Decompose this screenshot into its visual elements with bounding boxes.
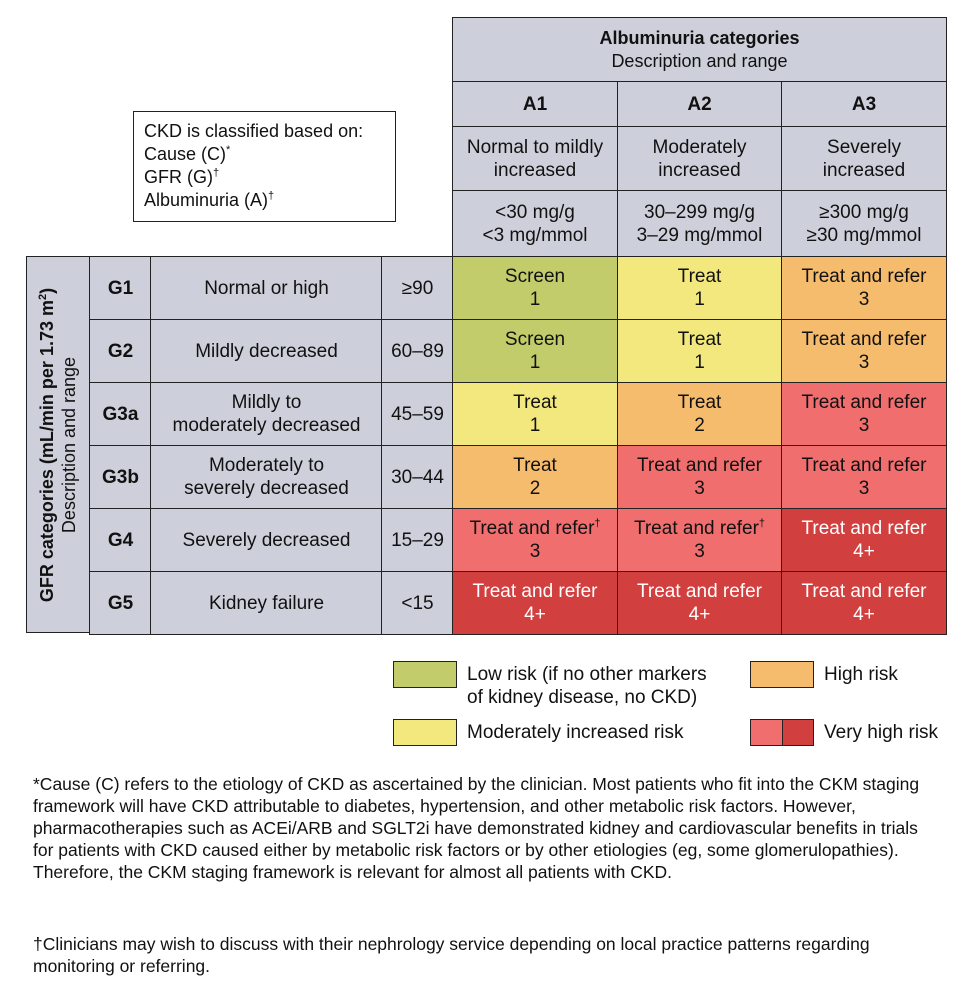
gfr-title: GFR categories (mL/min per 1.73 $m^2$): [37, 287, 57, 602]
risk-cell-action-text: Screen: [504, 266, 566, 287]
gfr-row-description-line1: Mildly to: [231, 392, 302, 413]
gfr-row-description: [150, 256, 383, 320]
risk-cell-action-text: Treat and refer: [801, 392, 927, 413]
risk-cell-action-text: Treat and refer: [472, 581, 598, 602]
risk-cell-level: 1: [529, 352, 541, 373]
ckd-classification-box: [133, 111, 396, 222]
risk-cell: [452, 445, 618, 509]
risk-cell: [617, 319, 782, 383]
gfr-row-description-line1: Severely decreased: [182, 529, 351, 551]
risk-cell: [781, 508, 947, 572]
legend-moderate-label: Moderately increased risk: [467, 722, 684, 743]
risk-cell-action: [678, 328, 722, 351]
gfr-row-description: [150, 508, 383, 572]
risk-cell-level: 4+: [524, 604, 546, 625]
risk-cell: [452, 319, 618, 383]
risk-cell: [452, 508, 618, 572]
risk-cell-action: [802, 454, 927, 477]
risk-cell-action: [505, 265, 565, 288]
gfr-row-description-line2: moderately decreased: [172, 415, 361, 436]
gfr-row-code-text: G3b: [102, 466, 139, 488]
risk-cell: [452, 571, 618, 635]
gfr-row-range-text: 15–29: [391, 529, 444, 551]
risk-cell: [781, 382, 947, 446]
risk-cell-action-text: Treat: [677, 392, 722, 413]
gfr-row-code: [89, 508, 152, 572]
gfr-row-code-text: G2: [107, 340, 134, 362]
gfr-row-code-text: G1: [107, 277, 134, 299]
gfr-row-code: [89, 571, 152, 635]
column-code-a2: A2: [617, 81, 782, 127]
risk-cell-action: [513, 454, 557, 477]
risk-cell-action-text: Treat: [513, 392, 557, 413]
risk-cell: [781, 445, 947, 509]
risk-cell-level: 3: [858, 289, 870, 310]
risk-cell-action-text: Treat: [513, 455, 557, 476]
risk-cell: [617, 256, 782, 320]
risk-cell-action-text: Treat and refer: [801, 518, 927, 539]
footnote-cause: *Cause (C) refers to the etiology of CKD as ascertained by the clinician. Most patients who fit into the CKM staging framework will have CKD attributable to diabetes, hypertension, and other metabolic risk factors. However, pharmacotherapies such as ACEi/ARB and SGLT2i have demonstrated kidney and cardiovascular benefits in trials for patients with CKD caused either by metabolic risk factors or by other etiologies (eg, some glomerulopathies). Therefore, the CKM staging framework is relevant for almost all patients with CKD.: [33, 774, 920, 882]
risk-cell-action: [637, 454, 762, 477]
risk-cell: [452, 382, 618, 446]
albuminuria-header: [452, 17, 947, 82]
gfr-row-range-text: ≥90: [401, 277, 434, 299]
risk-cell: [781, 256, 947, 320]
gfr-row-description: [150, 445, 383, 509]
legend-very-high-label: Very high risk: [824, 722, 939, 743]
risk-cell-action: [802, 328, 927, 351]
ckd-box-line2: Cause (C)*: [144, 144, 231, 164]
gfr-row-range: [381, 319, 454, 383]
gfr-row-description-line2: severely decreased: [184, 478, 349, 499]
risk-cell-action: [678, 391, 722, 414]
risk-cell-action-text: Treat and refer: [801, 266, 927, 287]
gfr-row-code-text: G5: [107, 592, 134, 614]
risk-cell-level: 1: [694, 289, 705, 310]
risk-cell-action: [678, 265, 722, 288]
risk-cell-action: [637, 580, 762, 603]
risk-cell-level: 3: [529, 541, 541, 562]
risk-cell-level: 4+: [853, 604, 875, 625]
risk-cell: [617, 571, 782, 635]
gfr-row-code: [89, 382, 152, 446]
column-range-a1: <30 mg/g <3 mg/mmol: [452, 190, 618, 257]
gfr-row-range-text: 60–89: [391, 340, 444, 362]
risk-cell-action-text: Treat: [677, 266, 722, 287]
risk-cell-action-text: Treat and refer: [801, 329, 927, 350]
gfr-row-range: [381, 571, 454, 635]
risk-cell-action-text: Treat and refer: [637, 455, 762, 476]
column-desc-a3: Severely increased: [781, 126, 947, 191]
risk-cell: [617, 445, 782, 509]
risk-cell-action: [802, 391, 927, 414]
risk-cell-dagger: †: [758, 517, 766, 530]
gfr-row-description-line1: Mildly decreased: [195, 340, 338, 362]
legend-high-label: High risk: [824, 664, 898, 685]
risk-cell-action-text: Treat and refer: [469, 518, 595, 539]
gfr-row-code: [89, 445, 152, 509]
ckd-box-line3: GFR (G)†: [144, 167, 220, 187]
column-desc-a1: Normal to mildly increased: [452, 126, 618, 191]
gfr-row-range-text: <15: [401, 592, 434, 614]
risk-cell-action-text: Treat and refer: [637, 581, 762, 602]
gfr-row-range: [381, 445, 454, 509]
gfr-row-range-text: 45–59: [391, 403, 444, 425]
gfr-row-range: [381, 382, 454, 446]
gfr-side-label: [26, 256, 90, 633]
risk-cell-action: [473, 580, 598, 603]
risk-cell: [617, 382, 782, 446]
risk-cell: [452, 256, 618, 320]
gfr-subtitle: Description and range: [59, 356, 79, 533]
risk-cell-action-text: Screen: [504, 329, 566, 350]
risk-cell-action: [634, 517, 765, 540]
ckd-box-line4: Albuminuria (A)†: [144, 190, 275, 210]
gfr-row-description-line1: Kidney failure: [208, 592, 325, 614]
column-code-a3: A3: [781, 81, 947, 127]
footnote-clinicians: †Clinicians may wish to discuss with their nephrology service depending on local practice patterns regarding monitoring or referring.: [33, 934, 870, 976]
risk-cell-action: [469, 517, 600, 540]
risk-cell-action: [513, 391, 557, 414]
risk-cell-level: 3: [694, 478, 705, 499]
risk-cell-level: 1: [529, 415, 541, 436]
legend-swatch-very-high-light: [750, 719, 783, 746]
gfr-row-description-line1: Normal or high: [204, 277, 329, 299]
risk-cell-action: [802, 265, 927, 288]
gfr-row-code: [89, 256, 152, 320]
risk-cell-level: 4+: [688, 604, 711, 625]
column-desc-a2: Moderately increased: [617, 126, 782, 191]
risk-cell-action-text: Treat and refer: [801, 455, 927, 476]
legend-swatch-low: [393, 661, 457, 688]
legend-swatch-very-high-dark: [782, 719, 814, 746]
gfr-row-code: [89, 319, 152, 383]
ckd-box-line1: CKD is classified based on:: [144, 121, 364, 141]
risk-cell: [617, 508, 782, 572]
gfr-row-description: [150, 382, 383, 446]
gfr-row-code-text: G3a: [102, 403, 139, 425]
risk-cell-action-text: Treat: [677, 329, 722, 350]
risk-cell-level: 2: [529, 478, 541, 499]
risk-cell-action: [802, 580, 927, 603]
risk-cell-action: [802, 517, 927, 540]
gfr-row-description: [150, 319, 383, 383]
column-range-a2: 30–299 mg/g 3–29 mg/mmol: [617, 190, 782, 257]
risk-cell-level: 2: [694, 415, 705, 436]
risk-cell-level: 3: [858, 415, 870, 436]
legend-swatch-high: [750, 661, 814, 688]
column-range-a3: ≥300 mg/g ≥30 mg/mmol: [781, 190, 947, 257]
risk-cell-action-text: Treat and refer: [633, 518, 759, 539]
risk-cell-action: [505, 328, 565, 351]
risk-cell-level: 3: [694, 541, 705, 562]
gfr-row-range: [381, 256, 454, 320]
gfr-row-range: [381, 508, 454, 572]
risk-cell-dagger: †: [594, 517, 601, 530]
gfr-row-description: [150, 571, 383, 635]
risk-cell-level: 1: [529, 289, 541, 310]
gfr-row-range-text: 30–44: [391, 466, 444, 488]
risk-cell-level: 3: [858, 352, 870, 373]
gfr-row-code-text: G4: [107, 529, 134, 551]
legend-low-label: Low risk (if no other markers of kidney disease, no CKD): [467, 664, 707, 708]
albuminuria-subtitle: Description and range: [611, 50, 788, 71]
risk-cell-level: 1: [694, 352, 705, 373]
risk-cell-action-text: Treat and refer: [801, 581, 927, 602]
gfr-row-description-line1: Moderately to: [208, 455, 325, 476]
column-code-a1: A1: [452, 81, 618, 127]
risk-cell-level: 3: [858, 478, 870, 499]
legend-swatch-moderate: [393, 719, 457, 746]
risk-cell: [781, 571, 947, 635]
risk-cell: [781, 319, 947, 383]
albuminuria-title: Albuminuria categories: [599, 27, 800, 48]
risk-cell-level: 4+: [853, 541, 875, 562]
